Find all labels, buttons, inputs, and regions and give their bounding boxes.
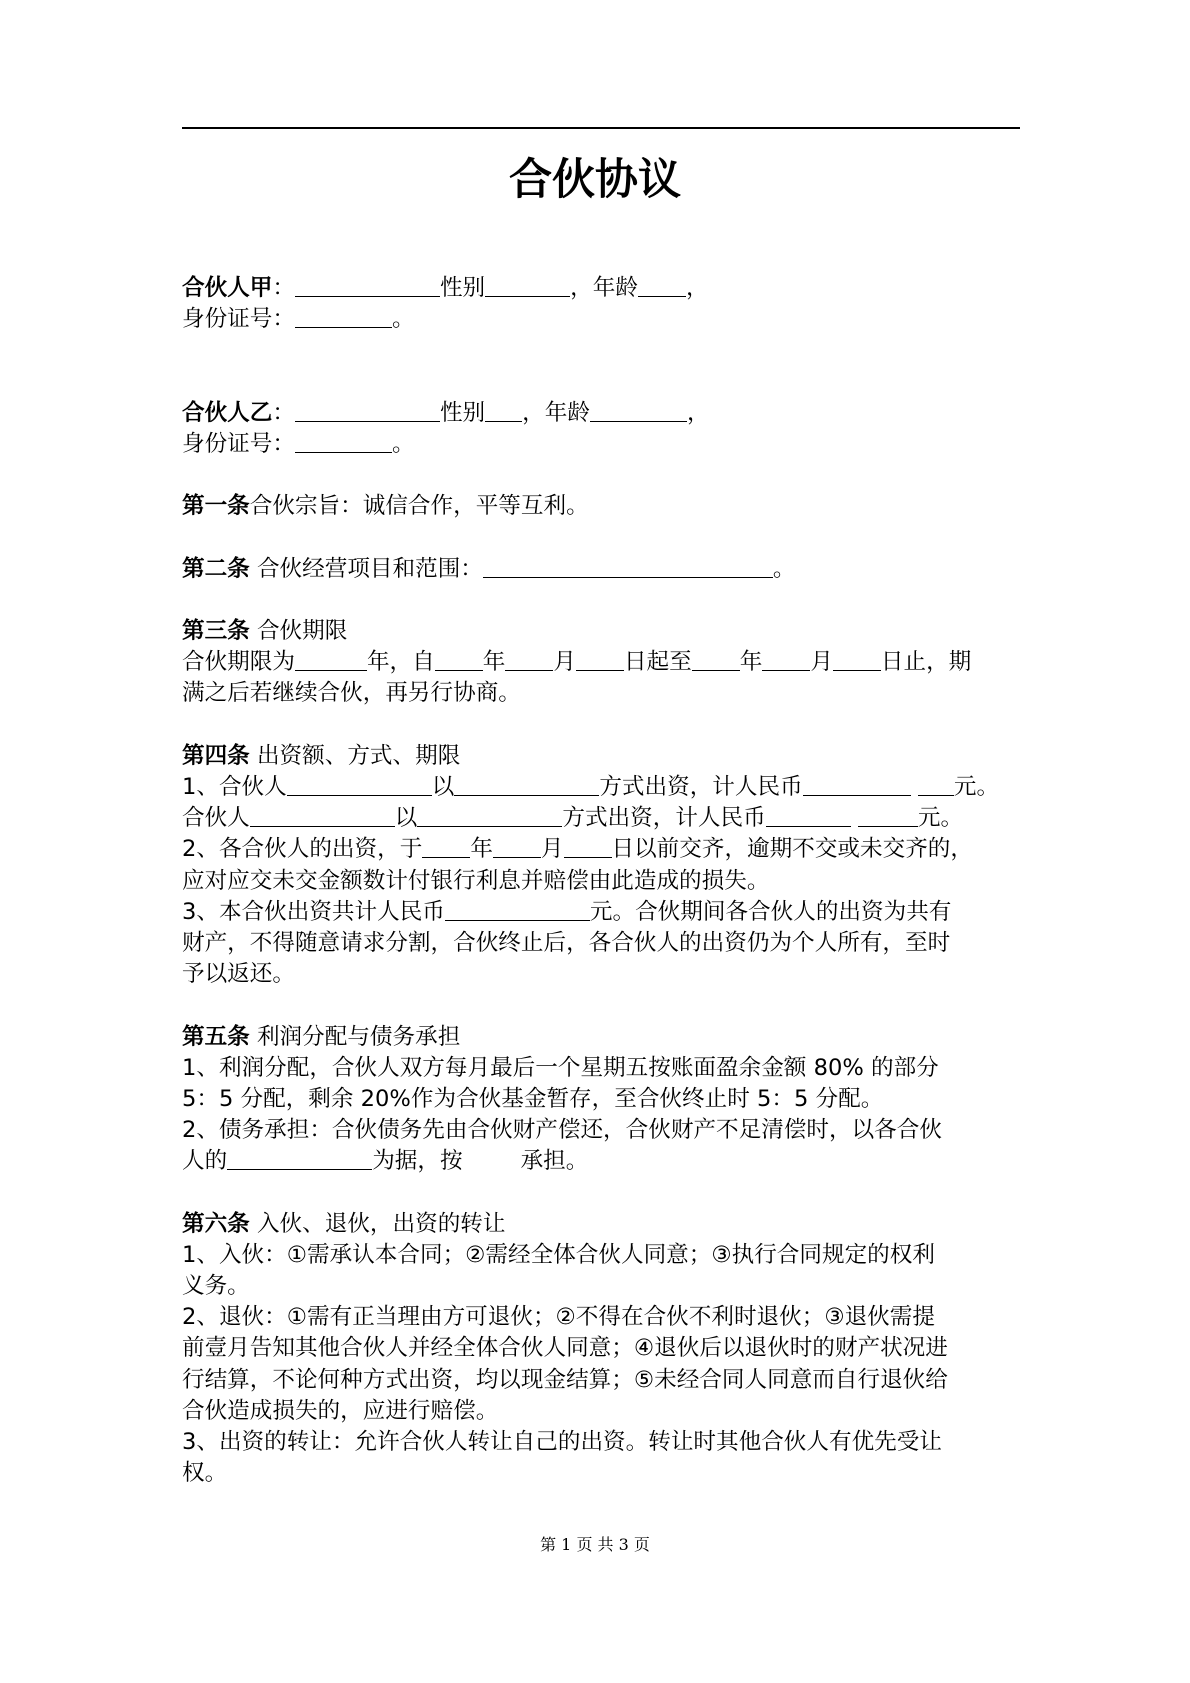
start-month-blank[interactable] [505, 648, 553, 671]
business-scope-blank[interactable] [483, 555, 773, 578]
article-6-line-2: 义务。 [182, 1273, 250, 1300]
article-4-row-4: 应对应交未交金额数计付银行利息并赔偿由此造成的损失。 [182, 867, 770, 894]
article-6-line-7: 3、出资的转让：允许合伙人转让自己的出资。转让时其他合伙人有优先受让 [182, 1428, 942, 1455]
article-3-heading: 第三条 [182, 618, 250, 645]
partner-1-amount-blank-2[interactable] [918, 773, 954, 796]
article-4-heading: 第四条 [182, 742, 250, 769]
article-6-heading: 第六条 [182, 1210, 250, 1237]
page-footer: 第 1 页 共 3 页 [540, 1535, 650, 1554]
document-title: 合伙协议 [509, 155, 681, 205]
party-b-line: 合伙人乙： 性别 ，年龄 ， [182, 399, 710, 426]
party-a-line: 合伙人甲： 性别 ，年龄 ， [182, 275, 709, 301]
deadline-year-blank[interactable] [422, 835, 470, 858]
article-6-line-1: 1、入伙：①需承认本合同；②需经全体合伙人同意；③执行合同规定的权利 [182, 1241, 935, 1268]
party-b-age-blank[interactable] [590, 399, 687, 422]
partner-2-amount-blank[interactable] [766, 804, 851, 827]
article-6-line-3: 2、退伙：①需有正当理由方可退伙；②不得在合伙不利时退伙；③退伙需提 [182, 1304, 935, 1331]
article-5-heading: 第五条 [182, 1023, 250, 1050]
partner-2-amount-blank-2[interactable] [858, 804, 918, 827]
liability-basis-blank[interactable] [227, 1147, 372, 1170]
article-3-line-2: 满之后若继续合伙，再另行协商。 [182, 680, 521, 707]
start-year-blank[interactable] [435, 648, 483, 671]
term-years-blank[interactable] [295, 648, 367, 671]
party-a-id-line: 身份证号： 。 [182, 306, 415, 333]
party-a-id-blank[interactable] [295, 305, 392, 328]
party-b-label: 合伙人乙 [182, 399, 273, 426]
party-b-id-blank[interactable] [295, 430, 392, 453]
party-b-gender-blank[interactable] [485, 399, 522, 422]
article-3-heading-line: 第三条 合伙期限 [182, 618, 348, 645]
article-6-line-4: 前壹月告知其他合伙人并经全体合伙人同意；④退伙后以退伙时的财产状况进 [182, 1335, 948, 1362]
start-day-blank[interactable] [576, 648, 624, 671]
partner-1-method-blank[interactable] [454, 773, 599, 796]
article-3-term-line: 合伙期限为 年，自 年 月 日起至 年 月 日止，期 [182, 649, 972, 676]
article-2: 第二条 合伙经营项目和范围： 。 [182, 555, 796, 582]
party-b-name-blank[interactable] [295, 399, 440, 422]
partner-2-method-blank[interactable] [417, 804, 562, 827]
party-b-id-line: 身份证号： 。 [182, 430, 415, 457]
header-rule [182, 127, 1020, 129]
article-5-line-2: 5：5 分配，剩余 20%作为合伙基金暂存，至合伙终止时 5：5 分配。 [182, 1085, 884, 1112]
end-month-blank[interactable] [762, 648, 810, 671]
article-1-heading: 第一条 [182, 493, 250, 520]
partner-2-blank[interactable] [250, 804, 395, 827]
party-a-age-blank[interactable] [638, 274, 686, 297]
article-4-row-3: 2、各合伙人的出资，于 年 月 日以前交齐，逾期不交或未交齐的， [182, 836, 973, 863]
article-6-line-8: 权。 [182, 1460, 228, 1487]
article-6-heading-line: 第六条 入伙、退伙，出资的转让 [182, 1210, 506, 1237]
article-4-row-2: 合伙人 以 方式出资，计人民币 元。 [182, 805, 964, 832]
deadline-month-blank[interactable] [493, 835, 541, 858]
article-5-line-1: 1、利润分配，合伙人双方每月最后一个星期五按账面盈余金额 80% 的部分 [182, 1054, 939, 1081]
end-year-blank[interactable] [692, 648, 740, 671]
partner-1-amount-blank[interactable] [803, 773, 911, 796]
party-a-name-blank[interactable] [295, 274, 440, 297]
article-4-row-1: 1、合伙人 以 方式出资，计人民币 元。 [182, 774, 1000, 801]
article-6-line-6: 合伙造成损失的，应进行赔偿。 [182, 1397, 499, 1424]
article-4-heading-line: 第四条 出资额、方式、期限 [182, 742, 461, 769]
partner-1-blank[interactable] [287, 773, 432, 796]
article-2-heading: 第二条 [182, 555, 250, 582]
total-capital-blank[interactable] [445, 898, 590, 921]
end-day-blank[interactable] [833, 648, 881, 671]
article-5-line-3: 2、债务承担：合伙债务先由合伙财产偿还，合伙财产不足清偿时，以各合伙 [182, 1117, 942, 1144]
article-4-row-5: 3、本合伙出资共计人民币 元。合伙期间各合伙人的出资为共有 [182, 898, 952, 925]
party-a-gender-blank[interactable] [485, 274, 570, 297]
article-1: 第一条合伙宗旨：诚信合作，平等互利。 [182, 493, 589, 520]
article-5-heading-line: 第五条 利润分配与债务承担 [182, 1023, 461, 1050]
article-6-line-5: 行结算，不论何种方式出资，均以现金结算；⑤未经合同人同意而自行退伙给 [182, 1366, 948, 1393]
article-4-row-6: 财产，不得随意请求分割，合伙终止后，各合伙人的出资仍为个人所有，至时 [182, 929, 951, 956]
article-4-row-7: 予以返还。 [182, 961, 295, 988]
document-body [182, 273, 1027, 1489]
article-5-line-4: 人的 为据，按 承担。 [182, 1148, 589, 1175]
party-a-label: 合伙人甲 [182, 275, 273, 301]
deadline-day-blank[interactable] [564, 835, 612, 858]
